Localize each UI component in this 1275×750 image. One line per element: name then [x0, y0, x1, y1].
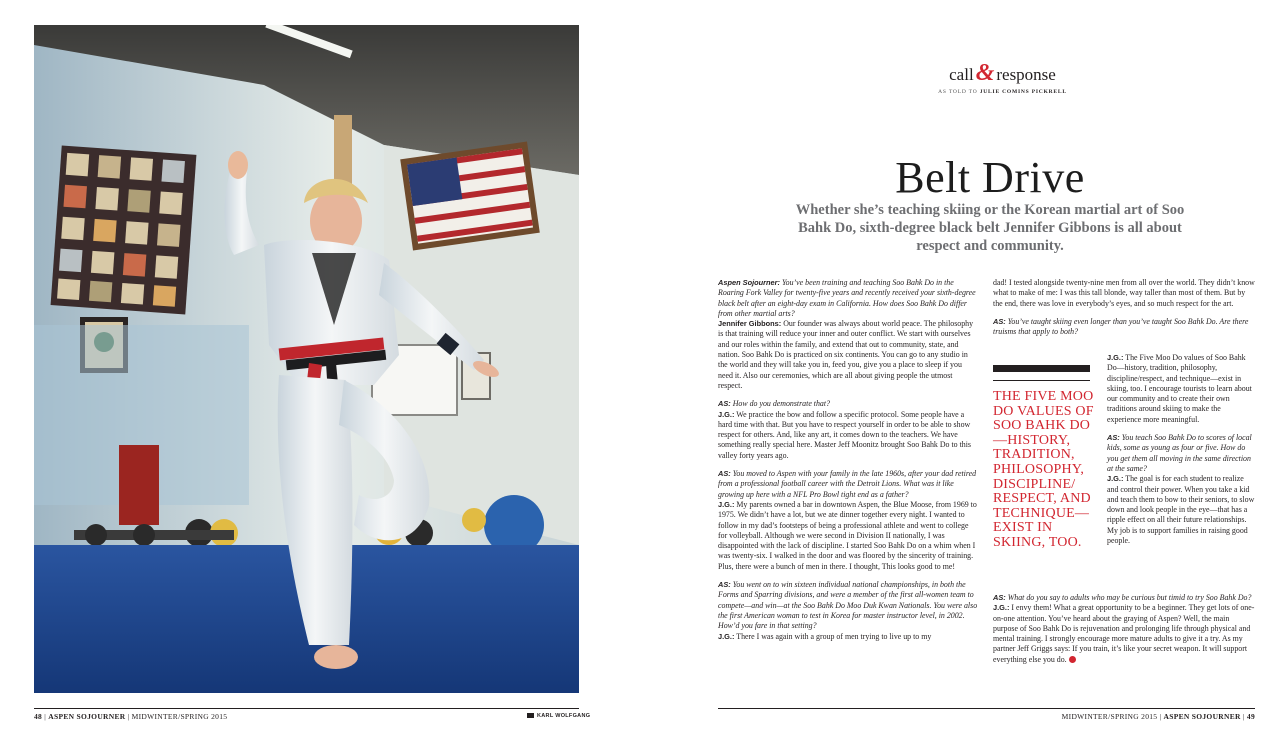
question-paragraph: Aspen Sojourner: You’ve been training and teaching Soo Bahk Do in the Roaring Fork Valley for twenty-five years and recently received your sixth-degree black belt after an eight-day exam in California. How does Soo Bahk Do differ from other martial arts? [718, 278, 976, 318]
photo-credit-name: KARL WOLFGANG [537, 713, 591, 719]
article-deck: Whether she’s teaching skiing or the Korean martial art of Soo Bahk Do, sixth-degree black belt Jennifer Gibbons is all about respect and community. [795, 202, 1185, 254]
pullquote: THE FIVE MOO DO VALUES OF SOO BAHK DO—HISTORY, TRADITION, PHILOSOPHY, DISCIPLINE/ RESPECT, AND TECHNIQUE— EXIST IN SKIING, TOO. [993, 389, 1094, 550]
article-column-1 [718, 278, 978, 650]
kicker-response: response [996, 65, 1056, 84]
question-paragraph: AS: You moved to Aspen with your family in the late 1960s, after your dad retired from a professional football career with the Detroit Lions. What was it like growing up here with a NFL Pro Bowl tight end as a father? [718, 469, 977, 499]
folio-right: MIDWINTER/SPRING 2015 | ASPEN SOJOURNER | 49 [1061, 712, 1255, 721]
flag-icon [400, 142, 540, 251]
article-column-4 [993, 593, 1255, 673]
byline [880, 89, 1125, 95]
camera-icon [527, 713, 534, 718]
answer-paragraph: J.G.: The goal is for each student to realize and control their power. When you take a kid and teach them to bow to their seniors, to slow down and look people in the eye—that has a ripple effect on all their future relationships. My job is to support families in raising good people. [1107, 474, 1255, 546]
article-title: Belt Drive [895, 153, 1085, 202]
article-column-2 [993, 278, 1255, 337]
answer-paragraph: Jennifer Gibbons: Our founder was always about world peace. The philosophy is that training will reduce your inner and outer conflict. We start with ourselves and our roles within the family, and extend that out to community, state, and nation. Soo Bahk Do is practiced on six continents. You can go to any studio in the world and they will take you in, feed you, give you a place to sleep if you need it. Also our ceremonies, which are all about giving people the utmost respect. [718, 319, 974, 390]
end-mark-icon [1069, 656, 1076, 663]
answer-paragraph: J.G.: My parents owned a bar in downtown Aspen, the Blue Moose, from 1969 to 1975. We didn’t have a lot, but we ate dinner together every night. I wanted to follow in my dad’s footsteps of being a professional athlete and went to college for volleyball. Although we were second in Division II nationally, I was disappointed with the lack of discipline. I started Soo Bahk Do on a whim when I was twenty-six. I walked in the door and was floored by the sincerity of training. Plus, there were a bunch of men in there. I thought, This looks good to me! [718, 499, 977, 571]
publication-right: ASPEN SOJOURNER [1163, 712, 1241, 721]
answer-paragraph: J.G.: We practice the bow and follow a specific protocol. Some people have a hard time with that. But you have to respect yourself in order to be able to show respect for others. And, like any art, it comes down to the teachers. We have something really special here. Master Jeff Moonitz brought Soo Bahk Do to this valley forty years ago. [718, 409, 971, 460]
question-paragraph: AS: You teach Soo Bahk Do to scores of local kids, some as young as four or five. How do you get them all moving in the same direction at the same? [1107, 433, 1252, 473]
publication-left: ASPEN SOJOURNER [48, 712, 126, 721]
page-number-right: 49 [1246, 712, 1255, 721]
question-paragraph: AS: What do you say to adults who may be curious but timid to try Soo Bahk Do? [993, 593, 1252, 602]
byline-prefix: AS TOLD TO [938, 89, 978, 95]
answer-paragraph: J.G.: The Five Moo Do values of Soo Bahk Do—history, tradition, philosophy, discipline/respect, and technique—exist in skiing, too. I encourage tourists to learn about our community and to create their own traditions around skiing to make the experience more meaningful. [1107, 353, 1252, 424]
question-paragraph: AS: You went on to win sixteen individual national championships, in both the Forms and Sparring divisions, and were a member of the first all-women team to compete—and win—at the Soo Bahk Do Moo Duk Kwan Nationals. You were also the first American woman to test in Korea for master instructor level, in 2002. How’d you fare in that setting? [718, 580, 978, 631]
folio-rule-right [718, 708, 1255, 709]
photo-credit [527, 713, 590, 719]
pullquote-bar [993, 365, 1090, 372]
issue-right: MIDWINTER/SPRING 2015 [1061, 712, 1158, 721]
issue-left: MIDWINTER/SPRING 2015 [131, 712, 228, 721]
question-paragraph: AS: How do you demonstrate that? [718, 399, 831, 409]
byline-author: JULIE COMINS PICKRELL [979, 89, 1067, 95]
answer-paragraph: dad! I tested alongside twenty-nine men from all over the world. They didn’t know what to make of me: I was this tall blonde, way taller than most of them. But by the end, there was love in everybody’s eyes, and so much respect for the art. [993, 278, 1255, 308]
page-number-left: 48 [34, 712, 43, 721]
pullquote-rule [993, 380, 1090, 381]
photo-karate-woman [34, 25, 579, 693]
answer-paragraph: J.G.: There I was again with a group of men trying to live up to my [718, 631, 932, 641]
kicker-call: call [949, 65, 974, 84]
folio-rule-left [34, 708, 579, 709]
section-kicker [880, 60, 1125, 95]
folio-left: 48 | ASPEN SOJOURNER | MIDWINTER/SPRING 2015 [34, 712, 228, 721]
question-paragraph: AS: You’ve taught skiing even longer than you’ve taught Soo Bahk Do. Are there truisms that apply to both? [993, 316, 1249, 337]
article-column-3 [1107, 353, 1255, 554]
answer-paragraph: J.G.: I envy them! What a great opportunity to be a beginner. They get lots of one-on-one attention. You’ve heard about the graying of Aspen? Well, the main purpose of Soo Bahk Do is rejuvenation and prolonging life through physical and mental training. I strongly encourage more mature adults to give it a try. As my partner Jeff Griggs says: If you train, it’s like your secret weapon. It will support everything else you do. [993, 603, 1255, 664]
kicker-ampersand: & [975, 60, 995, 86]
